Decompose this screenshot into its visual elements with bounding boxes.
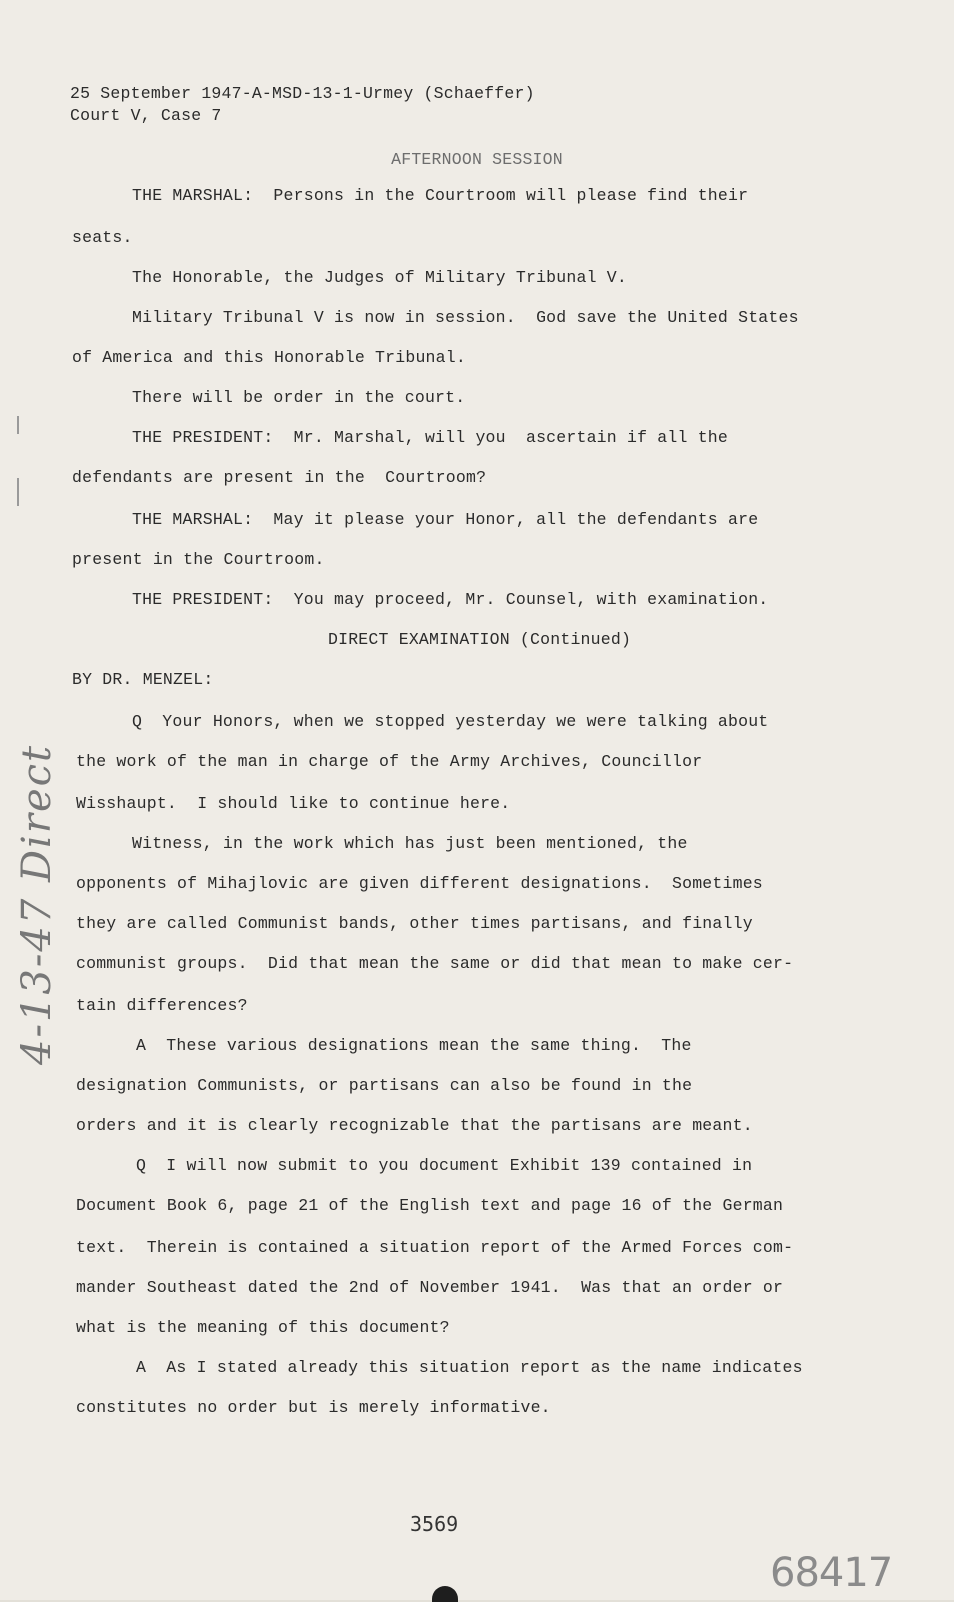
handwritten-stamp-number: 68417: [770, 1550, 893, 1596]
exam-line: designation Communists, or partisans can also be found in the: [76, 1076, 693, 1095]
exam-line: they are called Communist bands, other times partisans, and finally: [76, 914, 753, 933]
session-title: AFTERNOON SESSION: [391, 150, 563, 169]
handwritten-margin-note: 4-13-47 Direct: [14, 743, 60, 1065]
body-line: THE PRESIDENT: You may proceed, Mr. Counsel, with examination.: [132, 590, 769, 609]
body-line: THE MARSHAL: May it please your Honor, all the defendants are: [132, 510, 759, 529]
exam-line: orders and it is clearly recognizable that the partisans are meant.: [76, 1116, 753, 1135]
exam-line: A As I stated already this situation report as the name indicates: [136, 1358, 803, 1377]
header-line-2: Court V, Case 7: [70, 106, 222, 125]
body-line: Military Tribunal V is now in session. God save the United States: [132, 308, 799, 327]
exam-line: tain differences?: [76, 996, 248, 1015]
examiner-label: BY DR. MENZEL:: [72, 670, 214, 689]
exam-line: Witness, in the work which has just been mentioned, the: [132, 834, 688, 853]
exam-line: mander Southeast dated the 2nd of November 1941. Was that an order or: [76, 1278, 784, 1297]
body-line: seats.: [72, 228, 133, 247]
body-line: THE MARSHAL: Persons in the Courtroom will please find their: [132, 186, 749, 205]
exam-line: text. Therein is contained a situation report of the Armed Forces com-: [76, 1238, 794, 1257]
body-line: There will be order in the court.: [132, 388, 466, 407]
exam-line: Q I will now submit to you document Exhibit 139 contained in: [136, 1156, 753, 1175]
exam-line: A These various designations mean the same thing. The: [136, 1036, 692, 1055]
body-line: THE PRESIDENT: Mr. Marshal, will you ascertain if all the: [132, 428, 728, 447]
exam-line: opponents of Mihajlovic are given different designations. Sometimes: [76, 874, 763, 893]
section-title: DIRECT EXAMINATION (Continued): [328, 630, 632, 649]
body-line: of America and this Honorable Tribunal.: [72, 348, 466, 367]
margin-mark: [17, 416, 19, 434]
body-line: present in the Courtroom.: [72, 550, 325, 569]
exam-line: Wisshaupt. I should like to continue here.: [76, 794, 511, 813]
margin-mark: [17, 478, 19, 506]
page-number: 3569: [410, 1512, 459, 1536]
exam-line: Document Book 6, page 21 of the English text and page 16 of the German: [76, 1196, 784, 1215]
body-line: defendants are present in the Courtroom?: [72, 468, 487, 487]
exam-line: Q Your Honors, when we stopped yesterday we were talking about: [132, 712, 769, 731]
exam-line: the work of the man in charge of the Army Archives, Councillor: [76, 752, 703, 771]
exam-line: what is the meaning of this document?: [76, 1318, 450, 1337]
body-line: The Honorable, the Judges of Military Tribunal V.: [132, 268, 627, 287]
header-line-1: 25 September 1947-A-MSD-13-1-Urmey (Schaeffer): [70, 84, 535, 103]
exam-line: communist groups. Did that mean the same or did that mean to make cer-: [76, 954, 794, 973]
exam-line: constitutes no order but is merely informative.: [76, 1398, 551, 1417]
